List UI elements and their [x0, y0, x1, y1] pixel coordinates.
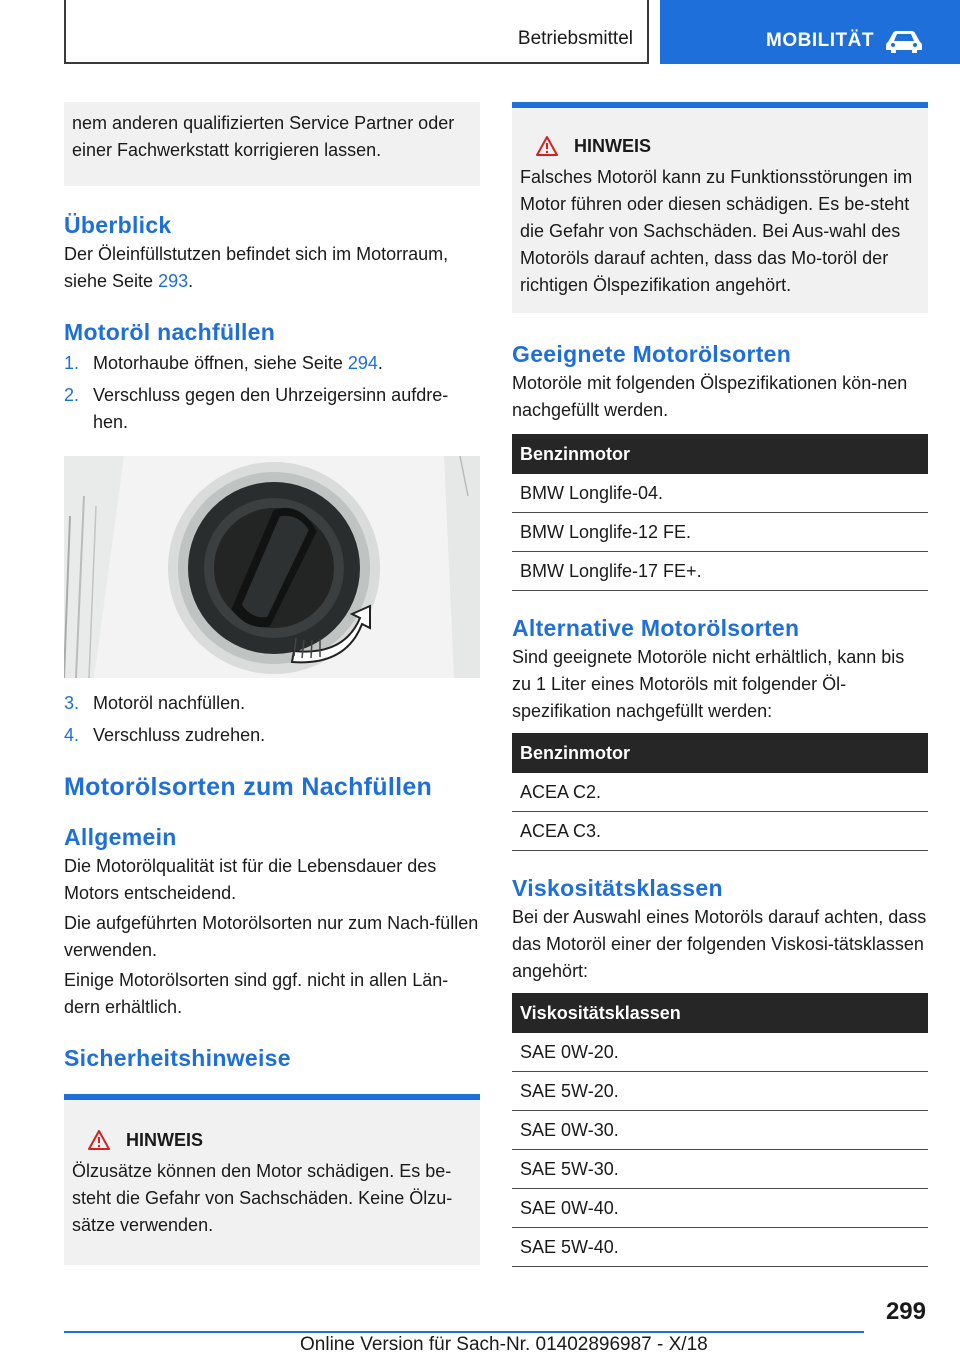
intro-text: nem anderen qualifizierten Service Partner oder einer Fachwerkstatt korrigieren lassen.: [72, 113, 455, 160]
table-cell: SAE 5W-20.: [512, 1072, 928, 1111]
step-number: 3.: [64, 693, 80, 713]
suitable-text: Motoröle mit folgenden Ölspezifikationen kön‐nen nachgefüllt werden.: [512, 373, 908, 420]
warning-box-right: [512, 102, 928, 313]
table-cell: ACEA C2.: [512, 773, 928, 812]
left-column: [64, 102, 480, 1265]
alternative-heading: Alternative Motorölsorten: [512, 615, 800, 641]
header-chapter-label: MOBILITÄT: [766, 30, 874, 51]
overview-heading: Überblick: [64, 212, 172, 238]
overview-text: Der Öleinfüllstutzen befindet sich im Motorraum, siehe Seite 293.: [64, 244, 449, 291]
header-chapter-tab: [660, 0, 960, 64]
intro-box: [64, 102, 480, 186]
warning-box-left: [64, 1094, 480, 1265]
steps-list-a: [64, 350, 480, 436]
table-cell: ACEA C3.: [512, 812, 928, 851]
refill-heading: Motoröl nachfüllen: [64, 319, 276, 345]
table-cell: SAE 0W-30.: [512, 1111, 928, 1150]
table-cell: SAE 0W-40.: [512, 1189, 928, 1228]
main-heading: Motorölsorten zum Nachfüllen: [64, 773, 433, 801]
warning-triangle-icon: [88, 1130, 110, 1150]
header-section-label: Betriebsmittel: [517, 28, 633, 49]
page-link-294[interactable]: 294: [347, 353, 378, 373]
table-cell: BMW Longlife-12 FE.: [512, 513, 928, 552]
table-cell: BMW Longlife-17 FE+.: [512, 552, 928, 591]
table-cell: BMW Longlife-04.: [512, 474, 928, 513]
warning-text: Falsches Motoröl kann zu Funktionsstörungen im Motor führen oder diesen schädigen. Es be‐steht die Gefahr von Sachschäden. Bei Aus‐wahl des Motoröls darauf achten, dass das Mo‐toröl der richtigen Ölspezifikation angehört.: [520, 167, 913, 295]
general-paragraph-1: Die Motorölqualität ist für die Lebensdauer des Motors entscheidend.: [64, 856, 437, 903]
table-cell: SAE 5W-30.: [512, 1150, 928, 1189]
suitable-heading: Geeignete Motorölsorten: [512, 341, 792, 367]
step-item: [64, 722, 480, 749]
footer-divider: [64, 1331, 864, 1333]
table-header: Viskositätsklassen: [512, 993, 928, 1033]
viscosity-table: [512, 993, 928, 1267]
viscosity-heading: Viskositätsklassen: [512, 875, 723, 901]
alternative-oils-table: [512, 733, 928, 851]
step-item: [64, 382, 480, 436]
table-header: Benzinmotor: [512, 434, 928, 474]
suitable-oils-table: [512, 434, 928, 591]
warning-title: HINWEIS: [520, 132, 920, 160]
safety-heading: Sicherheitshinweise: [64, 1045, 291, 1071]
table-cell: SAE 0W-20.: [512, 1033, 928, 1072]
step-text: Motorhaube öffnen, siehe Seite 294.: [93, 353, 383, 373]
oil-filler-cap-image: [64, 456, 480, 678]
table-header: Benzinmotor: [512, 733, 928, 773]
step-number: 4.: [64, 725, 80, 745]
step-text: Motoröl nachfüllen.: [93, 693, 246, 713]
step-item: [64, 690, 480, 717]
page-link-293[interactable]: 293: [158, 271, 189, 291]
step-number: 1.: [64, 353, 80, 373]
step-number: 2.: [64, 385, 80, 405]
page-number: 299: [885, 1298, 926, 1325]
warning-text: Ölzusätze können den Motor schädigen. Es be‐steht die Gefahr von Sachschäden. Keine Ölzu‐sätze verwenden.: [72, 1161, 453, 1235]
step-text: Verschluss gegen den Uhrzeigersinn aufdre‐hen.: [93, 385, 449, 432]
warning-title: HINWEIS: [72, 1126, 472, 1154]
warning-triangle-icon: [536, 136, 558, 156]
steps-list-b: [64, 690, 480, 749]
step-item: [64, 350, 480, 377]
general-paragraph-3: Einige Motorölsorten sind ggf. nicht in allen Län‐dern erhältlich.: [64, 970, 449, 1017]
car-icon: [884, 28, 924, 54]
alternative-text: Sind geeignete Motoröle nicht erhältlich, kann bis zu 1 Liter eines Motoröls mit folgender Öl‐spezifikation nachgefüllt werden:: [512, 647, 905, 721]
oil-cap-illustration: [64, 456, 480, 678]
footer-text: Online Version für Sach-Nr. 01402896987 - X/18: [300, 1334, 708, 1355]
general-paragraph-2: Die aufgeführten Motorölsorten nur zum Nach‐füllen verwenden.: [64, 913, 479, 960]
general-heading: Allgemein: [64, 824, 177, 850]
step-text: Verschluss zudrehen.: [93, 725, 266, 745]
header-section-tab: [64, 0, 649, 64]
right-column: [512, 102, 928, 1267]
viscosity-text: Bei der Auswahl eines Motoröls darauf achten, dass das Motoröl einer der folgenden Viskosi‐tätsklassen angehört:: [512, 907, 927, 981]
table-cell: SAE 5W-40.: [512, 1228, 928, 1267]
